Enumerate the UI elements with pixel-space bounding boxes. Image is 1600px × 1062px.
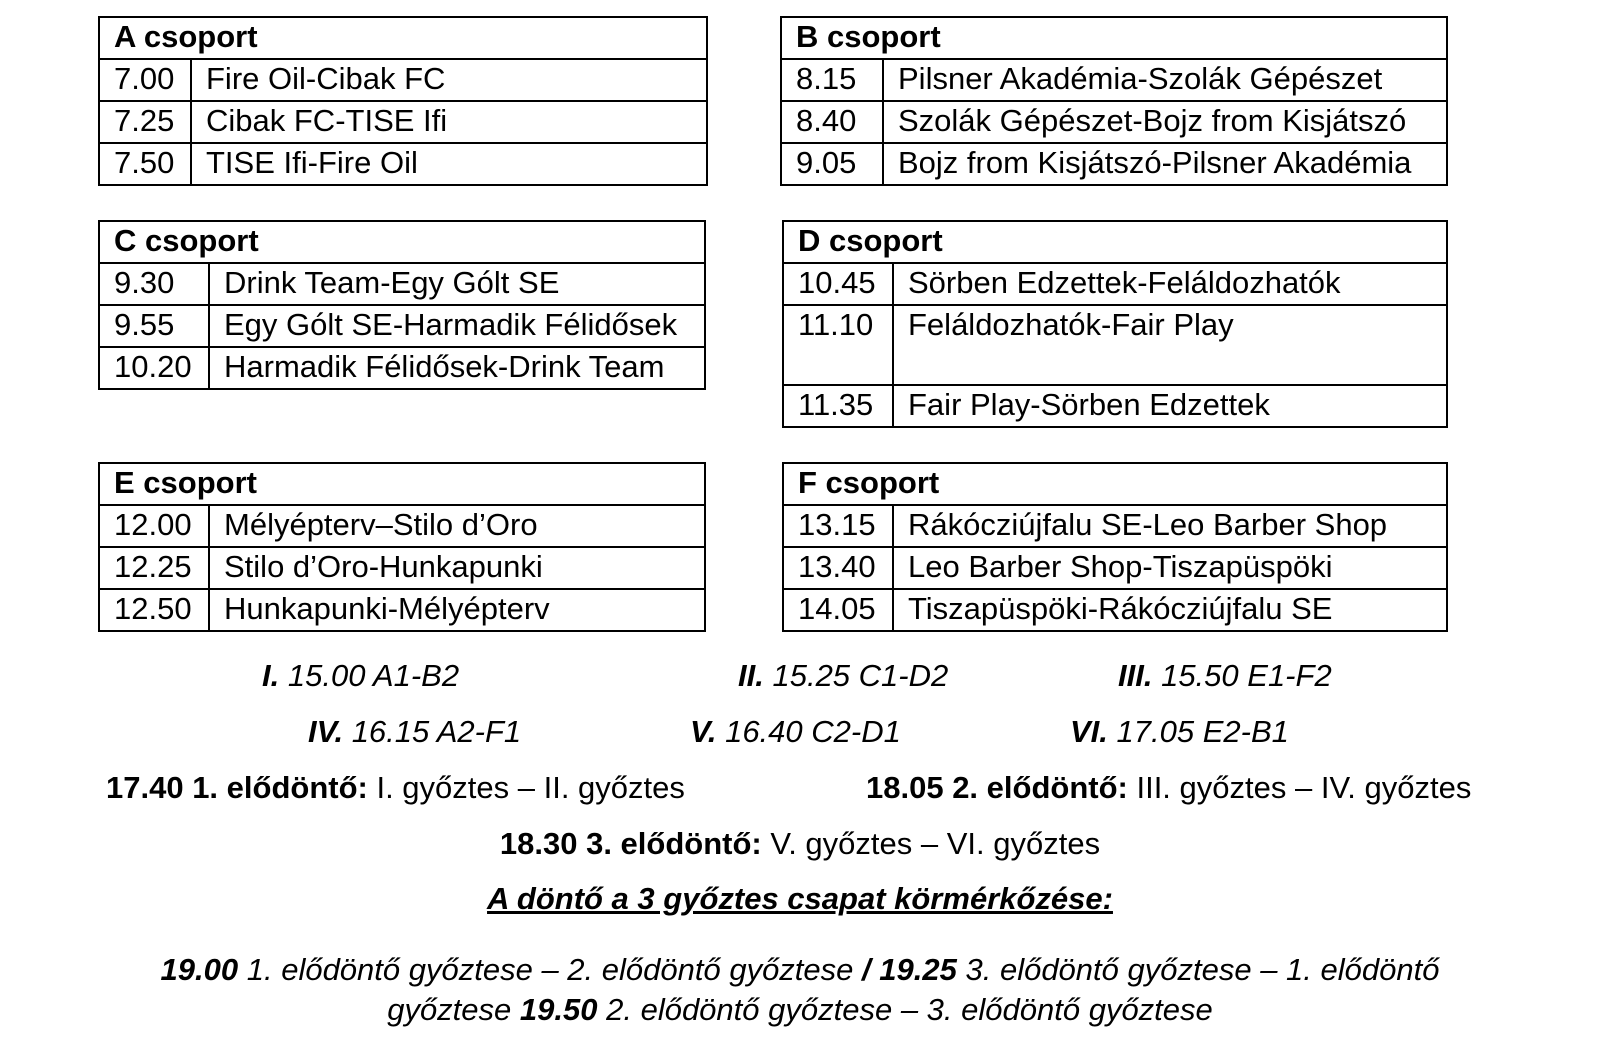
match-teams: Cibak FC-TISE Ifi <box>191 101 707 143</box>
semifinal-2 <box>866 769 1471 807</box>
group-d-table <box>782 220 1448 428</box>
match-time: 7.50 <box>99 143 191 185</box>
crossover-1 <box>262 657 459 695</box>
crossover-5 <box>690 713 901 751</box>
match-time: 14.05 <box>783 589 893 631</box>
semifinal-3 <box>0 825 1600 863</box>
crossover-text: 16.15 A2-F1 <box>351 714 522 749</box>
match-teams: Leo Barber Shop-Tiszapüspöki <box>893 547 1447 589</box>
match-time: 7.00 <box>99 59 191 101</box>
match-teams: Hunkapunki-Mélyépterv <box>209 589 705 631</box>
match-time: 9.30 <box>99 263 209 305</box>
final-separator: / <box>862 952 871 987</box>
final-time-2: 19.25 <box>879 952 957 987</box>
crossover-text: 16.40 C2-D1 <box>725 714 901 749</box>
group-c-table <box>98 220 706 390</box>
match-time: 10.45 <box>783 263 893 305</box>
crossover-text: 15.50 E1-F2 <box>1161 658 1332 693</box>
match-row <box>783 589 1447 631</box>
crossover-num: VI. <box>1070 714 1108 749</box>
match-time: 12.50 <box>99 589 209 631</box>
match-teams: Bojz from Kisjátszó-Pilsner Akadémia <box>883 143 1447 185</box>
semifinal-text: V. győztes – VI. győztes <box>770 826 1101 861</box>
crossover-text: 15.00 A1-B2 <box>287 658 460 693</box>
match-teams: Tiszapüspöki-Rákócziújfalu SE <box>893 589 1447 631</box>
match-row <box>99 263 705 305</box>
match-row <box>783 263 1447 305</box>
match-teams: TISE Ifi-Fire Oil <box>191 143 707 185</box>
group-f-title: F csoport <box>783 463 1447 505</box>
crossover-6 <box>1070 713 1289 751</box>
match-row <box>783 505 1447 547</box>
match-teams: Rákócziújfalu SE-Leo Barber Shop <box>893 505 1447 547</box>
group-a-table <box>98 16 708 186</box>
semifinal-text: III. győztes – IV. győztes <box>1136 770 1472 805</box>
crossover-num: III. <box>1118 658 1153 693</box>
match-teams: Egy Gólt SE-Harmadik Félidősek <box>209 305 705 347</box>
crossover-3 <box>1118 657 1332 695</box>
group-b-table <box>780 16 1448 186</box>
match-teams: Pilsner Akadémia-Szolák Gépészet <box>883 59 1447 101</box>
final-time-3: 19.50 <box>519 992 598 1027</box>
match-row <box>783 385 1447 427</box>
crossover-num: IV. <box>308 714 344 749</box>
match-time: 8.15 <box>781 59 883 101</box>
match-row <box>781 143 1447 185</box>
match-time: 12.25 <box>99 547 209 589</box>
match-row <box>99 589 705 631</box>
group-b-title: B csoport <box>781 17 1447 59</box>
match-teams: Stilo d’Oro-Hunkapunki <box>209 547 705 589</box>
group-d-title: D csoport <box>783 221 1447 263</box>
match-row <box>99 505 705 547</box>
match-teams: Mélyépterv–Stilo d’Oro <box>209 505 705 547</box>
match-row <box>783 305 1447 385</box>
crossover-num: V. <box>690 714 717 749</box>
final-match-1: 1. elődöntő győztese – 2. elődöntő győztese <box>246 952 854 987</box>
match-time: 9.05 <box>781 143 883 185</box>
match-time: 9.55 <box>99 305 209 347</box>
semifinal-head: 18.05 2. elődöntő: <box>866 770 1128 805</box>
match-time: 8.40 <box>781 101 883 143</box>
match-row <box>99 59 707 101</box>
match-time: 7.25 <box>99 101 191 143</box>
group-f-table <box>782 462 1448 632</box>
group-e-title: E csoport <box>99 463 705 505</box>
semifinal-head: 18.30 3. elődöntő: <box>499 826 762 861</box>
crossover-text: 17.05 E2-B1 <box>1116 714 1289 749</box>
match-time: 12.00 <box>99 505 209 547</box>
final-match-3: 2. elődöntő győztese – 3. elődöntő győztese <box>606 992 1213 1027</box>
semifinal-head: 17.40 1. elődöntő: <box>106 770 368 805</box>
match-teams: Harmadik Félidősek-Drink Team <box>209 347 705 389</box>
crossover-4 <box>308 713 521 751</box>
group-a-title: A csoport <box>99 17 707 59</box>
semifinal-text: I. győztes – II. győztes <box>376 770 685 805</box>
match-time: 13.40 <box>783 547 893 589</box>
crossover-text: 15.25 C1-D2 <box>772 658 949 693</box>
final-time-1: 19.00 <box>160 952 239 987</box>
match-row <box>781 59 1447 101</box>
match-row <box>99 347 705 389</box>
group-c-title: C csoport <box>99 221 705 263</box>
final-heading: A döntő a 3 győztes csapat körmérkőzése: <box>487 881 1113 916</box>
crossover-2 <box>738 657 948 695</box>
final-match-2a: 3. elődöntő győztese – 1. elődöntő <box>965 952 1440 987</box>
final-schedule-line-1 <box>0 951 1600 989</box>
match-teams: Feláldozhatók-Fair Play <box>893 305 1447 385</box>
match-time: 11.35 <box>783 385 893 427</box>
final-match-2b: győztese <box>387 992 512 1027</box>
semifinal-1 <box>106 769 685 807</box>
match-row <box>99 547 705 589</box>
group-e-table <box>98 462 706 632</box>
match-teams: Drink Team-Egy Gólt SE <box>209 263 705 305</box>
match-row <box>781 101 1447 143</box>
crossover-num: I. <box>262 658 280 693</box>
match-teams: Fire Oil-Cibak FC <box>191 59 707 101</box>
match-time: 13.15 <box>783 505 893 547</box>
match-time: 11.10 <box>783 305 893 385</box>
crossover-num: II. <box>738 658 764 693</box>
match-row <box>99 305 705 347</box>
match-row <box>783 547 1447 589</box>
match-teams: Sörben Edzettek-Feláldozhatók <box>893 263 1447 305</box>
match-time: 10.20 <box>99 347 209 389</box>
match-row <box>99 143 707 185</box>
final-schedule-line-2 <box>0 991 1600 1029</box>
match-teams: Szolák Gépészet-Bojz from Kisjátszó <box>883 101 1447 143</box>
match-teams: Fair Play-Sörben Edzettek <box>893 385 1447 427</box>
match-row <box>99 101 707 143</box>
